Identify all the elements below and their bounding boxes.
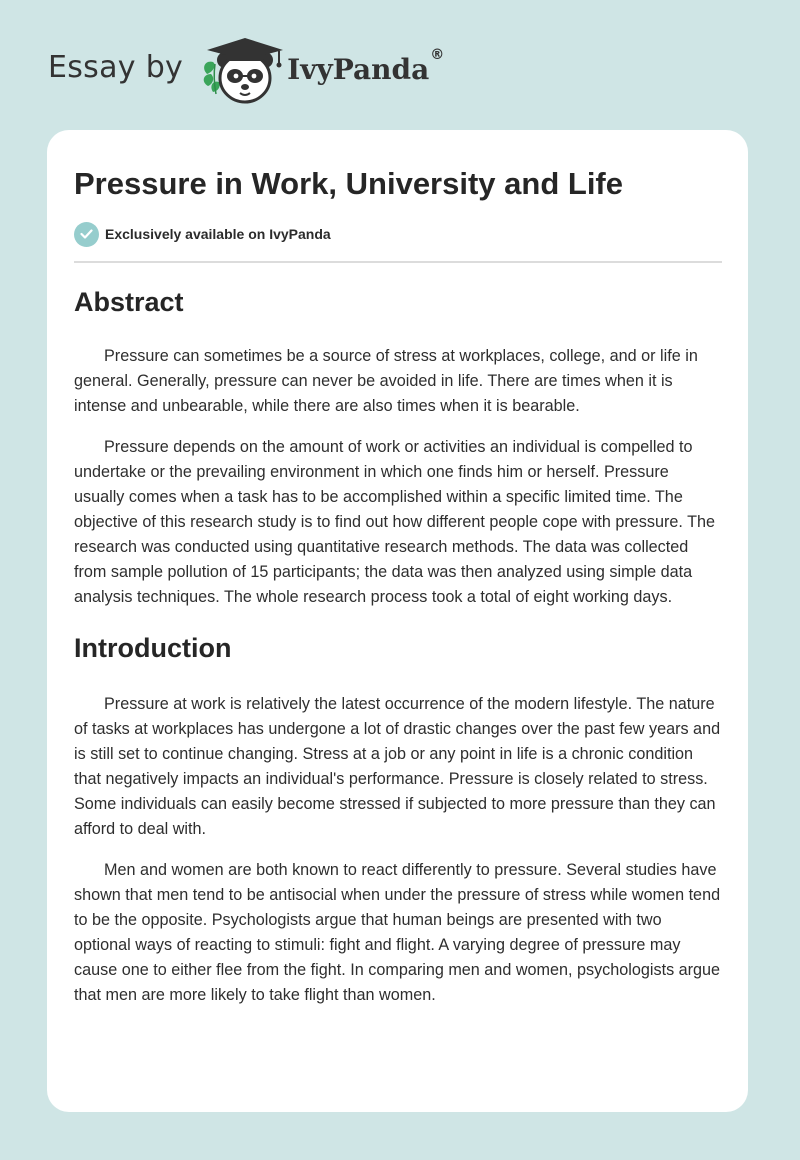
exclusive-badge <box>74 221 722 247</box>
introduction-heading: Introduction <box>74 633 232 663</box>
introduction-paragraph: Men and women are both known to react differently to pressure. Several studies have shown that men tend to be antisocial when under the pressure of stress while women tend to be the opposite. Psychologists argue that human beings are presented with two optional ways of reacting to stimuli: fight and flight. A varying degree of pressure may cause one to either flee from the fight. In comparing men and women, psychologists argue that men are more likely to take flight than women. <box>74 861 721 1004</box>
abstract-paragraph: Pressure depends on the amount of work or activities an individual is compelled to undertake or the prevailing environment in which one finds him or herself. Pressure usually comes when a task has to be accomplished within a specific limited time. The objective of this research study is to find out how different people cope with pressure. The research was conducted using quantitative research methods. The data was collected from sample pollution of 15 participants; the data was then analyzed using simple data analysis techniques. The whole research process took a total of eight working days. <box>74 438 715 606</box>
title-divider <box>74 261 722 263</box>
site-header <box>48 34 444 106</box>
essay-by-label: Essay by <box>48 49 184 85</box>
essay-card <box>47 130 748 1112</box>
introduction-paragraph: Pressure at work is relatively the latest occurrence of the modern lifestyle. The nature of tasks at workplaces has undergone a lot of drastic changes over the past few years and is still set to continue changing. Stress at a job or any point in life is a chronic condition that negatively impacts an individual's performance. Pressure is closely related to stress. Some individuals can easily become stressed if subjected to more pressure than they can afford to deal with. <box>74 695 721 838</box>
abstract-section <box>74 285 722 610</box>
check-circle-icon <box>74 222 99 247</box>
page-title: Pressure in Work, University and Life <box>74 166 623 201</box>
abstract-paragraph: Pressure can sometimes be a source of stress at workplaces, college, and or life in general. Generally, pressure can never be avoided in life. There are times when it is intense and unbearable, while there are also times when it is bearable. <box>74 347 698 415</box>
exclusive-badge-label: Exclusively available on IvyPanda <box>105 226 331 242</box>
abstract-heading: Abstract <box>74 287 184 317</box>
ivypanda-brand-name: IvyPanda® <box>287 46 445 86</box>
panda-graduate-icon <box>199 34 291 106</box>
registered-mark: ® <box>430 46 445 63</box>
introduction-section <box>74 631 722 1008</box>
